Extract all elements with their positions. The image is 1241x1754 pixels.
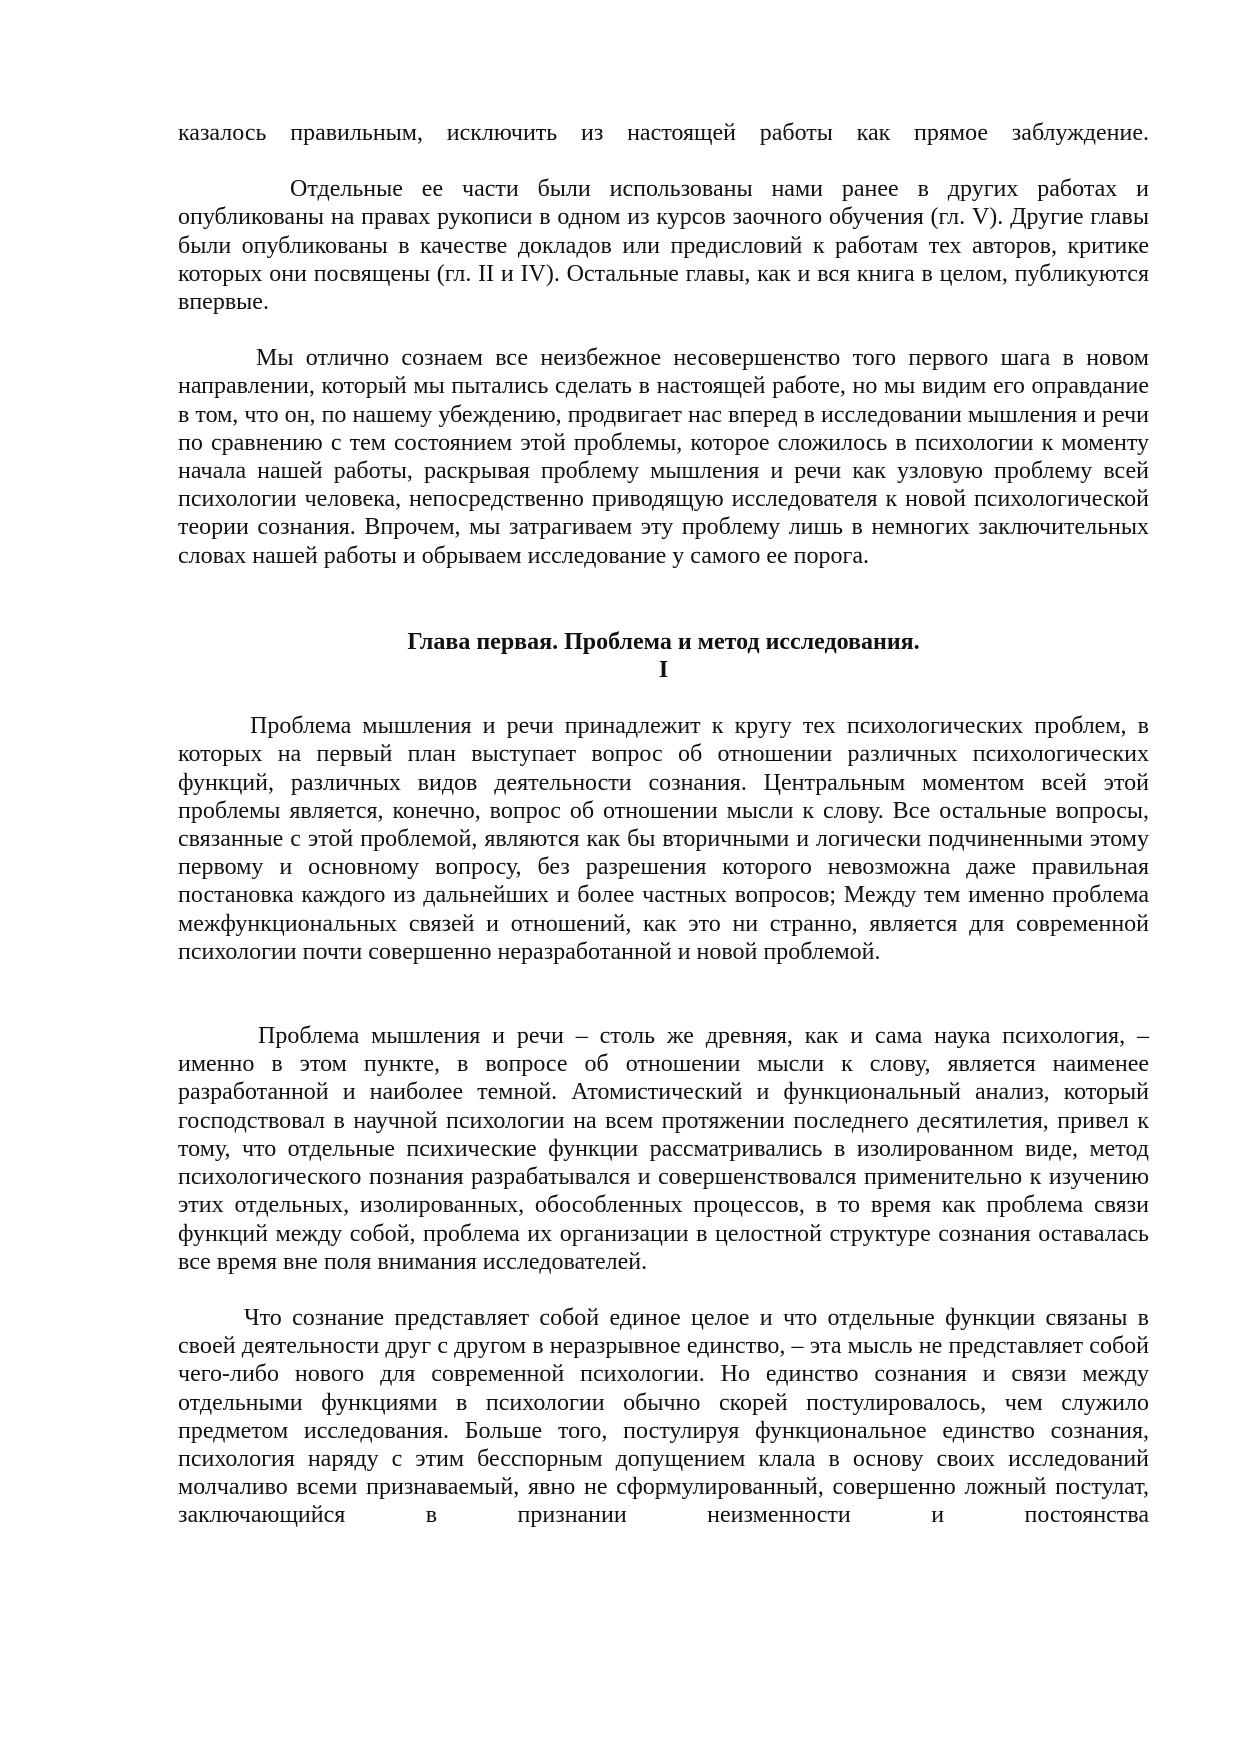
document-page <box>178 119 1149 1530</box>
section-gap <box>178 570 1149 628</box>
paragraph-gap <box>178 316 1149 344</box>
section-gap <box>178 966 1149 1022</box>
paragraph-gap <box>178 147 1149 175</box>
paragraph-publication-history: Отдельные ее части были использованы нами ранее в других работах и опубликованы на правах рукописи в одном из курсов заочного обучения (гл. V). Другие главы были опубликованы в качестве докладов или предисловий к работам тех авторов, критике которых они посвящены (гл. II и IV). Остальные главы, как и вся книга в целом, публикуются впервые. <box>178 176 1150 316</box>
chapter-section-number: I <box>658 657 669 684</box>
chapter-title: Глава первая. Проблема и метод исследования. <box>407 628 920 655</box>
paragraph-problem-statement: Проблема мышления и речи принадлежит к кругу тех психологических проблем, в которых на первый план выступает вопрос об отношении различных психологических функций, различных видов деятельности сознания. Центральным моментом всей этой проблемы является, конечно, вопрос об отношении мысли к слову. Все остальные вопросы, связанные с этой проблемой, являются как бы вторичными и логически подчиненными этому первому и основному вопросу, без разрешения которого невозможна даже правильная постановка каждого из дальнейших и более частных вопросов; Между тем именно проблема межфункциональных связей и отношений, как это ни странно, является для современной психологии почти совершенно неразработанной и новой проблемой. <box>178 713 1149 965</box>
paragraph-intro-fragment: казалось правильным, исключить из настоящей работы как прямое заблуждение. <box>178 120 1149 146</box>
paragraph-gap <box>178 684 1149 712</box>
paragraph-gap <box>178 1276 1149 1304</box>
paragraph-unity-of-consciousness: Что сознание представляет собой единое целое и что отдельные функции связаны в своей деятельности друг с другом в неразрывное единство, – эта мысль не представляет собой чего-либо нового для современной психологии. Но единство сознания и связи между отдельными функциями в психологии обычно скорей постулировалось, чем служило предметом исследования. Больше того, постулируя функциональное единство сознания, психология наряду с этим бесспорным допущением клала в основу своих исследований молчаливо всеми признаваемый, явно не сформулированный, совершенно ложный постулат, заключающийся в признании неизменности и постоянства <box>178 1304 1149 1529</box>
paragraph-atomistic-analysis: Проблема мышления и речи – столь же древняя, как и сама наука психология, – именно в этом пункте, в вопросе об отношении мысли к слову, является наименее разработанной и наиболее темной. Атомистический и функциональный анализ, который господствовал в научной психологии на всем протяжении последнего десятилетия, привел к тому, что отдельные психические функции рассматривались в изолированном виде, метод психологического познания разрабатывался и совершенствовался применительно к изучению этих отдельных, изолированных, обособленных процессов, в то время как проблема связи функций между собой, проблема их организации в целостной структуре сознания оставалась все время вне поля внимания исследователей. <box>178 1023 1149 1275</box>
chapter-heading <box>178 628 1149 684</box>
paragraph-imperfection: Мы отлично сознаем все неизбежное несовершенство того первого шага в новом направлении, который мы пытались сделать в настоящей работе, но мы видим его оправдание в том, что он, по нашему убеждению, продвигает нас вперед в исследовании мышления и речи по сравнению с тем состоянием этой проблемы, которое сложилось в психологии к моменту начала нашей работы, раскрывая проблему мышления и речи как узловую проблему всей психологии человека, непосредственно приводящую исследователя к новой психологической теории сознания. Впрочем, мы затрагиваем эту проблему лишь в немногих заключительных словах нашей работы и обрываем исследование у самого ее порога. <box>178 345 1149 569</box>
